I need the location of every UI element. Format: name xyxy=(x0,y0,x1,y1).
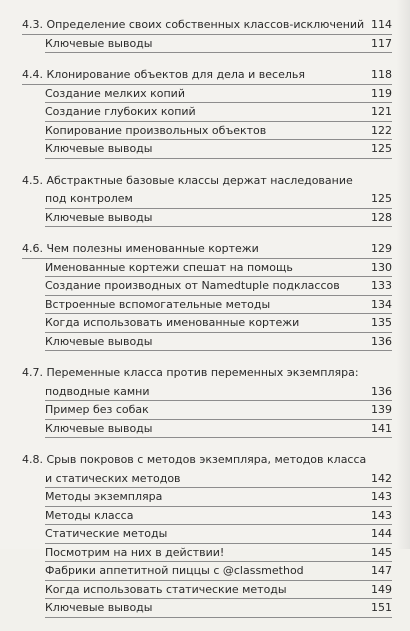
leader-rule xyxy=(45,52,392,53)
page-number: 139 xyxy=(371,403,392,416)
page-number: 117 xyxy=(371,36,392,50)
subsection-title: Статические методы xyxy=(45,527,168,540)
page-number: 133 xyxy=(371,279,392,292)
page-number: 135 xyxy=(371,316,392,329)
toc-section xyxy=(0,451,410,618)
subsection-entry[interactable] xyxy=(0,544,410,563)
section-title: 4.5. Абстрактные базовые классы держат наследование xyxy=(22,173,353,187)
subsection-entry[interactable] xyxy=(0,488,410,507)
subsection-entry[interactable] xyxy=(0,35,410,54)
subsection-entry[interactable] xyxy=(0,277,410,296)
subsection-entry[interactable] xyxy=(0,420,410,439)
subsection-title: Методы экземпляра xyxy=(45,490,163,503)
page-number: 125 xyxy=(371,142,392,155)
leader-rule xyxy=(45,437,392,438)
toc-section xyxy=(0,172,410,228)
subsection-entry[interactable] xyxy=(0,296,410,315)
page-number: 122 xyxy=(371,123,392,137)
subsection-entry[interactable] xyxy=(0,314,410,333)
page-number: 142 xyxy=(371,471,392,485)
subsection-title: Посмотрим на них в действии! xyxy=(45,545,225,559)
page-number: 125 xyxy=(371,192,392,205)
page-number: 114 xyxy=(371,18,392,31)
subsection-title: Копирование произвольных объектов xyxy=(45,123,267,137)
leader-rule xyxy=(45,226,392,227)
leader-rule xyxy=(45,350,392,351)
page-number: 149 xyxy=(371,582,392,596)
section-title: 4.4. Клонирование объектов для дела и веселья xyxy=(22,68,305,81)
subsection-title: Ключевые выводы xyxy=(45,334,153,348)
subsection-title: Создание производных от Namedtuple подклассов xyxy=(45,279,340,292)
subsection-title: Создание глубоких копий xyxy=(45,105,196,118)
section-heading[interactable] xyxy=(0,172,410,191)
page-number: 118 xyxy=(371,68,392,81)
subsection-entry[interactable] xyxy=(0,122,410,141)
subsection-title: Методы класса xyxy=(45,508,134,522)
section-title: подводные камни xyxy=(45,384,150,398)
section-title: под контролем xyxy=(45,192,133,205)
subsection-title: Встроенные вспомогательные методы xyxy=(45,297,271,311)
subsection-entry[interactable] xyxy=(0,259,410,278)
subsection-title: Пример без собак xyxy=(45,403,149,416)
page-number: 143 xyxy=(371,490,392,503)
leader-rule xyxy=(45,158,392,159)
page-number: 141 xyxy=(371,421,392,435)
subsection-entry[interactable] xyxy=(0,562,410,581)
section-title: и статических методов xyxy=(45,471,181,485)
toc-section xyxy=(0,364,410,438)
subsection-title: Когда использовать именованные кортежи xyxy=(45,316,300,329)
section-heading[interactable] xyxy=(0,16,410,35)
page-number: 136 xyxy=(371,334,392,348)
page-number: 129 xyxy=(371,242,392,255)
toc-section xyxy=(0,16,410,53)
subsection-entry[interactable] xyxy=(0,103,410,122)
section-title: 4.6. Чем полезны именованные кортежи xyxy=(22,242,259,255)
subsection-entry[interactable] xyxy=(0,507,410,526)
section-title: 4.3. Определение своих собственных классов-исключений xyxy=(22,18,365,31)
page-number: 121 xyxy=(371,105,392,118)
section-heading[interactable] xyxy=(0,66,410,85)
subsection-title: Ключевые выводы xyxy=(45,601,153,614)
page-number: 143 xyxy=(371,508,392,522)
subsection-entry[interactable] xyxy=(0,85,410,104)
toc-section xyxy=(0,66,410,159)
section-heading[interactable] xyxy=(0,451,410,470)
subsection-entry[interactable] xyxy=(0,140,410,159)
page-number: 136 xyxy=(371,384,392,398)
page-number: 119 xyxy=(371,86,392,100)
leader-rule xyxy=(45,617,392,618)
subsection-title: Фабрики аппетитной пиццы с @classmethod xyxy=(45,564,304,577)
page-number: 128 xyxy=(371,210,392,224)
subsection-entry[interactable] xyxy=(0,525,410,544)
page-number: 130 xyxy=(371,260,392,274)
section-heading-continuation[interactable] xyxy=(0,383,410,402)
table-of-contents xyxy=(0,16,410,631)
subsection-entry[interactable] xyxy=(0,599,410,618)
subsection-title: Именованные кортежи спешат на помощь xyxy=(45,260,293,274)
subsection-entry[interactable] xyxy=(0,333,410,352)
page-number: 134 xyxy=(371,297,392,311)
subsection-title: Ключевые выводы xyxy=(45,36,153,50)
subsection-entry[interactable] xyxy=(0,401,410,420)
subsection-entry[interactable] xyxy=(0,581,410,600)
subsection-entry[interactable] xyxy=(0,209,410,228)
section-heading-continuation[interactable] xyxy=(0,470,410,489)
section-heading[interactable] xyxy=(0,364,410,383)
section-title: 4.8. Срыв покровов с методов экземпляра, методов класса xyxy=(22,453,367,466)
page-number: 145 xyxy=(371,545,392,559)
section-title: 4.7. Переменные класса против переменных экземпляра: xyxy=(22,366,359,379)
subsection-title: Ключевые выводы xyxy=(45,210,153,224)
page-number: 151 xyxy=(371,601,392,614)
subsection-title: Создание мелких копий xyxy=(45,86,185,100)
page-number: 144 xyxy=(371,527,392,540)
subsection-title: Ключевые выводы xyxy=(45,421,153,435)
page-edge-shadow xyxy=(396,0,410,549)
section-heading[interactable] xyxy=(0,240,410,259)
page-number: 147 xyxy=(371,564,392,577)
toc-section xyxy=(0,240,410,351)
subsection-title: Ключевые выводы xyxy=(45,142,153,155)
subsection-title: Когда использовать статические методы xyxy=(45,582,287,596)
section-heading-continuation[interactable] xyxy=(0,190,410,209)
